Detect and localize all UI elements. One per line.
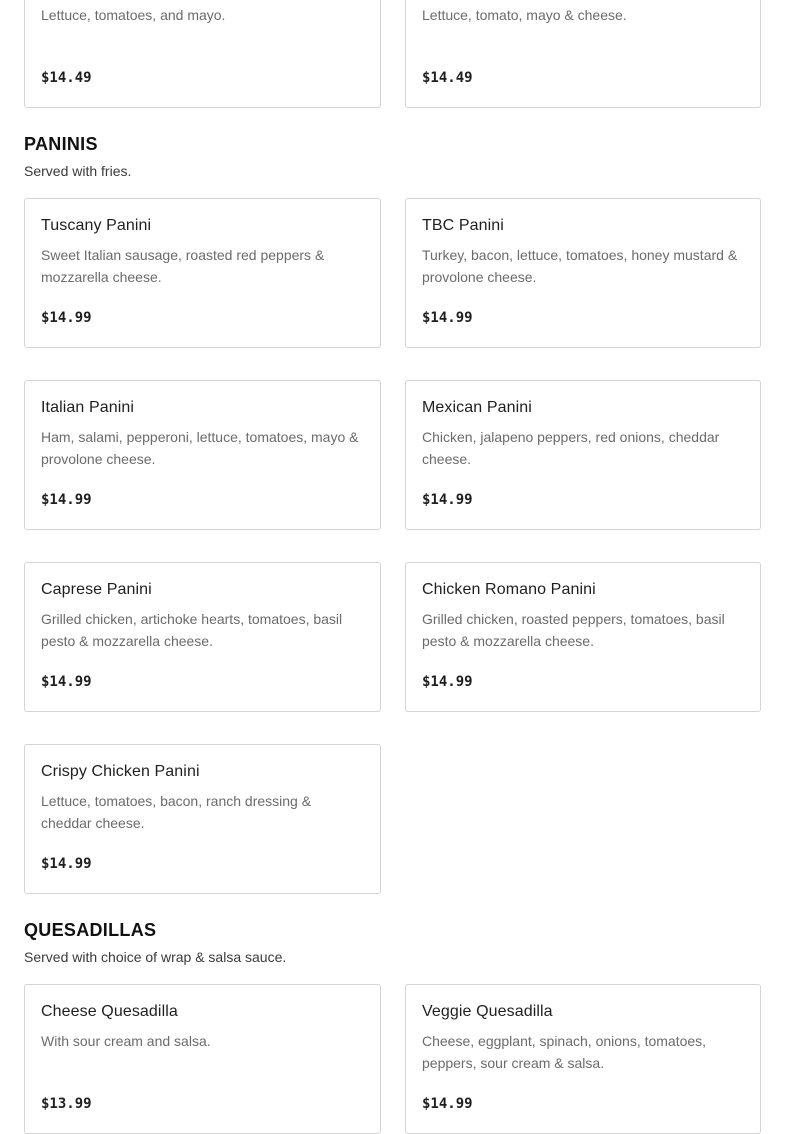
- item-description: Ham, salami, pepperoni, lettuce, tomatoes, mayo & provolone cheese.: [41, 429, 359, 467]
- item-description: Cheese, eggplant, spinach, onions, tomatoes, peppers, sour cream & salsa.: [422, 1033, 707, 1071]
- item-name: Mexican Panini: [422, 399, 532, 416]
- menu-item-card[interactable]: [24, 0, 381, 108]
- menu-item-card[interactable]: [405, 198, 761, 348]
- item-price: $14.99: [41, 674, 92, 690]
- item-name: Crispy Chicken Panini: [41, 763, 200, 780]
- menu-item-card[interactable]: [405, 380, 761, 530]
- item-description: With sour cream and salsa.: [41, 1033, 211, 1049]
- menu-item-card[interactable]: [405, 562, 761, 712]
- item-description: Grilled chicken, artichoke hearts, tomatoes, basil pesto & mozzarella cheese.: [41, 611, 343, 649]
- item-name: Caprese Panini: [41, 581, 152, 598]
- menu-item-card[interactable]: [405, 984, 761, 1134]
- item-price: $14.49: [422, 70, 473, 86]
- item-description: Grilled chicken, roasted peppers, tomatoes, basil pesto & mozzarella cheese.: [422, 611, 725, 649]
- menu-item-card[interactable]: [405, 0, 761, 108]
- item-name: Cheese Quesadilla: [41, 1003, 178, 1020]
- item-description: Lettuce, tomato, mayo & cheese.: [422, 7, 627, 23]
- item-price: $14.99: [41, 492, 92, 508]
- item-description: Sweet Italian sausage, roasted red peppers & mozzarella cheese.: [41, 247, 325, 285]
- item-price: $14.99: [422, 1096, 473, 1112]
- item-name: Chicken Romano Panini: [422, 581, 596, 598]
- item-price: $14.99: [41, 856, 92, 872]
- item-description: Turkey, bacon, lettuce, tomatoes, honey mustard & provolone cheese.: [422, 247, 738, 285]
- item-price: $14.99: [422, 310, 473, 326]
- section-title-quesadillas: QUESADILLAS: [24, 920, 157, 940]
- section-subtitle-paninis: Served with fries.: [24, 163, 132, 179]
- menu-item-card[interactable]: [24, 984, 381, 1134]
- item-price: $13.99: [41, 1096, 92, 1112]
- menu-item-card[interactable]: [24, 380, 381, 530]
- section-subtitle-quesadillas: Served with choice of wrap & salsa sauce.: [24, 949, 287, 965]
- item-price: $14.99: [41, 310, 92, 326]
- item-description: Lettuce, tomatoes, and mayo.: [41, 7, 226, 23]
- section-title-paninis: PANINIS: [24, 134, 98, 154]
- item-price: $14.99: [422, 492, 473, 508]
- item-description: Lettuce, tomatoes, bacon, ranch dressing & cheddar cheese.: [41, 793, 312, 831]
- menu-item-card[interactable]: [24, 744, 381, 894]
- item-name: Italian Panini: [41, 399, 135, 416]
- menu-item-card[interactable]: [24, 198, 381, 348]
- item-name: Tuscany Panini: [41, 217, 152, 234]
- item-price: $14.99: [422, 674, 473, 690]
- item-price: $14.49: [41, 70, 92, 86]
- item-description: Chicken, jalapeno peppers, red onions, cheddar cheese.: [422, 429, 720, 467]
- item-name: TBC Panini: [422, 217, 504, 234]
- menu-item-card[interactable]: [24, 562, 381, 712]
- item-name: Veggie Quesadilla: [422, 1003, 553, 1020]
